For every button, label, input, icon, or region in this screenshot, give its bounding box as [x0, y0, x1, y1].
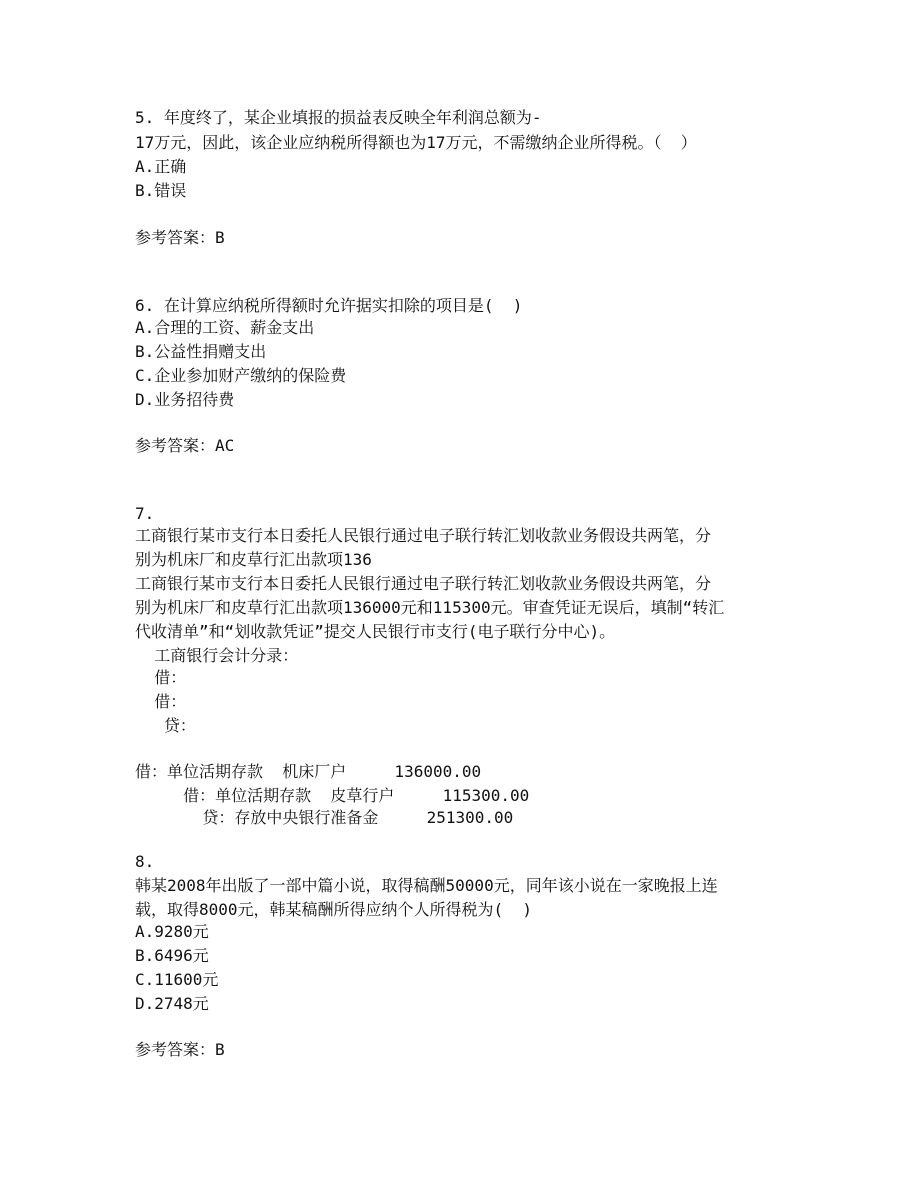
q7-line-5: 代收清单”和“划收款凭证”提交人民银行市支行(电子联行分中心)。 [135, 622, 616, 641]
q7-line-2: 别为机床厂和皮草行汇出款项136 [135, 550, 372, 569]
q8-stem-line-1: 韩某2008年出版了一部中篇小说，取得稿酬50000元，同年该小说在一家晚报上连 [135, 876, 718, 895]
q7-line-4: 别为机床厂和皮草行汇出款项136000元和115300元。审查凭证无误后，填制“转汇 [135, 598, 725, 617]
q7-answer-line-2: 借：单位活期存款 皮草行户 115300.00 [135, 786, 530, 805]
q8-stem-line-2: 载，取得8000元，韩某稿酬所得应纳个人所得税为( ) [135, 900, 533, 919]
q8-number: 8. [135, 852, 155, 871]
q7-answer-line-1: 借：单位活期存款 机床厂户 136000.00 [135, 762, 482, 781]
q8-option-a: A.9280元 [135, 922, 209, 941]
q8-option-b: B.6496元 [135, 946, 209, 965]
q5-option-b: B.错误 [135, 181, 187, 200]
q6-answer: 参考答案：AC [135, 436, 235, 455]
q6-option-d: D.业务招待费 [135, 390, 235, 409]
q7-line-7: 借： [135, 668, 187, 687]
q6-stem: 6. 在计算应纳税所得额时允许据实扣除的项目是( ) [135, 296, 523, 315]
q7-line-8: 借： [135, 692, 187, 711]
q8-option-c: C.11600元 [135, 970, 219, 989]
q7-number: 7. [135, 504, 155, 523]
q6-option-a: A.合理的工资、薪金支出 [135, 318, 315, 337]
q7-answer-line-3: 贷：存放中央银行准备金 251300.00 [135, 808, 514, 827]
q7-line-3: 工商银行某市支行本日委托人民银行通过电子联行转汇划收款业务假设共两笔，分 [135, 574, 712, 593]
q6-option-b: B.公益性捐赠支出 [135, 342, 267, 361]
q6-option-c: C.企业参加财产缴纳的保险费 [135, 366, 347, 385]
q5-answer: 参考答案：B [135, 228, 225, 247]
q5-option-a: A.正确 [135, 157, 187, 176]
q5-stem-line-2: 17万元，因此，该企业应纳税所得额也为17万元，不需缴纳企业所得税。（ ） [135, 133, 697, 152]
q7-line-6: 工商银行会计分录： [135, 646, 299, 665]
q8-option-d: D.2748元 [135, 994, 209, 1013]
q7-line-9: 贷： [135, 716, 196, 735]
q5-stem-line-1: 5. 年度终了，某企业填报的损益表反映全年利润总额为- [135, 108, 542, 127]
q8-answer: 参考答案：B [135, 1040, 225, 1059]
q7-line-1: 工商银行某市支行本日委托人民银行通过电子联行转汇划收款业务假设共两笔，分 [135, 526, 712, 545]
